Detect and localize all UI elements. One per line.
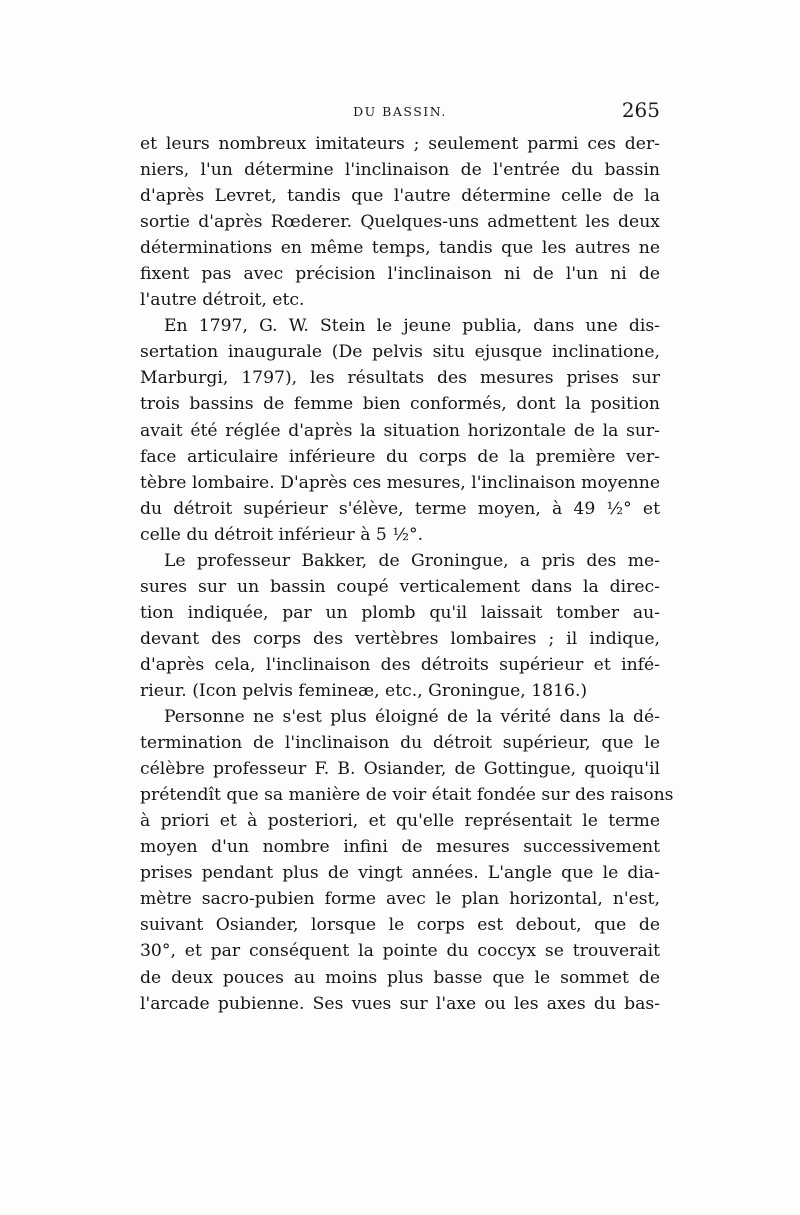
text-line: devant des corps des vertèbres lombaires ; il indique, <box>140 628 660 649</box>
text-line: niers, l'un détermine l'inclinaison de l'entrée du bassin <box>140 160 660 181</box>
text-line: En 1797, G. W. Stein le jeune publia, dans une dis- <box>164 316 660 337</box>
text-line: à priori et à posteriori, et qu'elle représentait le terme <box>140 811 660 832</box>
text-line: sortie d'après Rœderer. Quelques-uns admettent les deux <box>140 212 660 233</box>
page-number: 265 <box>621 98 660 122</box>
text-line: rieur. (Icon pelvis femineæ, etc., Groningue, 1816.) <box>140 680 588 701</box>
text-line: 30°, et par conséquent la pointe du coccyx se trouverait <box>140 941 660 962</box>
text-line: et leurs nombreux imitateurs ; seulement parmi ces der- <box>140 134 660 154</box>
text-line: tion indiquée, par un plomb qu'il laissait tomber au- <box>140 602 660 623</box>
text-line: de deux pouces au moins plus basse que le sommet de <box>140 967 660 988</box>
text-line: prétendît que sa manière de voir était fondée sur des raisons <box>140 785 674 806</box>
text-line: sures sur un bassin coupé verticalement dans la direc- <box>140 576 660 597</box>
text-line: fixent pas avec précision l'inclinaison ni de l'un ni de <box>140 264 660 285</box>
text-line: suivant Osiander, lorsque le corps est debout, que de <box>140 915 660 936</box>
text-line: Le professeur Bakker, de Groningue, a pris des me- <box>164 550 660 571</box>
text-line: célèbre professeur F. B. Osiander, de Gottingue, quoiqu'il <box>140 759 660 780</box>
text-line: sertation inaugurale (De pelvis situ ejusque inclinatione, <box>140 342 660 363</box>
text-line: celle du détroit inférieur à 5 ½°. <box>140 524 424 545</box>
text-line: Personne ne s'est plus éloigné de la vérité dans la dé- <box>164 707 660 728</box>
text-line: Marburgi, 1797), les résultats des mesures prises sur <box>140 368 660 389</box>
text-line: tèbre lombaire. D'après ces mesures, l'inclinaison moyenne <box>140 472 660 493</box>
text-line: prises pendant plus de vingt années. L'angle que le dia- <box>140 863 660 884</box>
text-line: termination de l'inclinaison du détroit supérieur, que le <box>140 733 660 754</box>
text-line: l'autre détroit, etc. <box>140 290 305 311</box>
text-line: du détroit supérieur s'élève, terme moyen, à 49 ½° et <box>140 498 660 519</box>
text-line: mètre sacro-pubien forme avec le plan horizontal, n'est, <box>140 889 660 910</box>
page-header <box>140 98 660 128</box>
text-line: d'après Levret, tandis que l'autre détermine celle de la <box>140 186 660 207</box>
text-line: l'arcade pubienne. Ses vues sur l'axe ou les axes du bas- <box>140 993 660 1014</box>
text-line: trois bassins de femme bien conformés, dont la position <box>140 394 660 415</box>
body-text <box>140 131 674 1017</box>
text-line: moyen d'un nombre infini de mesures successivement <box>140 837 660 858</box>
text-line: avait été réglée d'après la situation horizontale de la sur- <box>140 420 660 441</box>
running-head: DU BASSIN. <box>353 104 447 119</box>
text-line: déterminations en même temps, tandis que les autres ne <box>140 238 660 259</box>
text-line: face articulaire inférieure du corps de la première ver- <box>140 446 660 467</box>
text-line: d'après cela, l'inclinaison des détroits supérieur et infé- <box>140 654 660 675</box>
